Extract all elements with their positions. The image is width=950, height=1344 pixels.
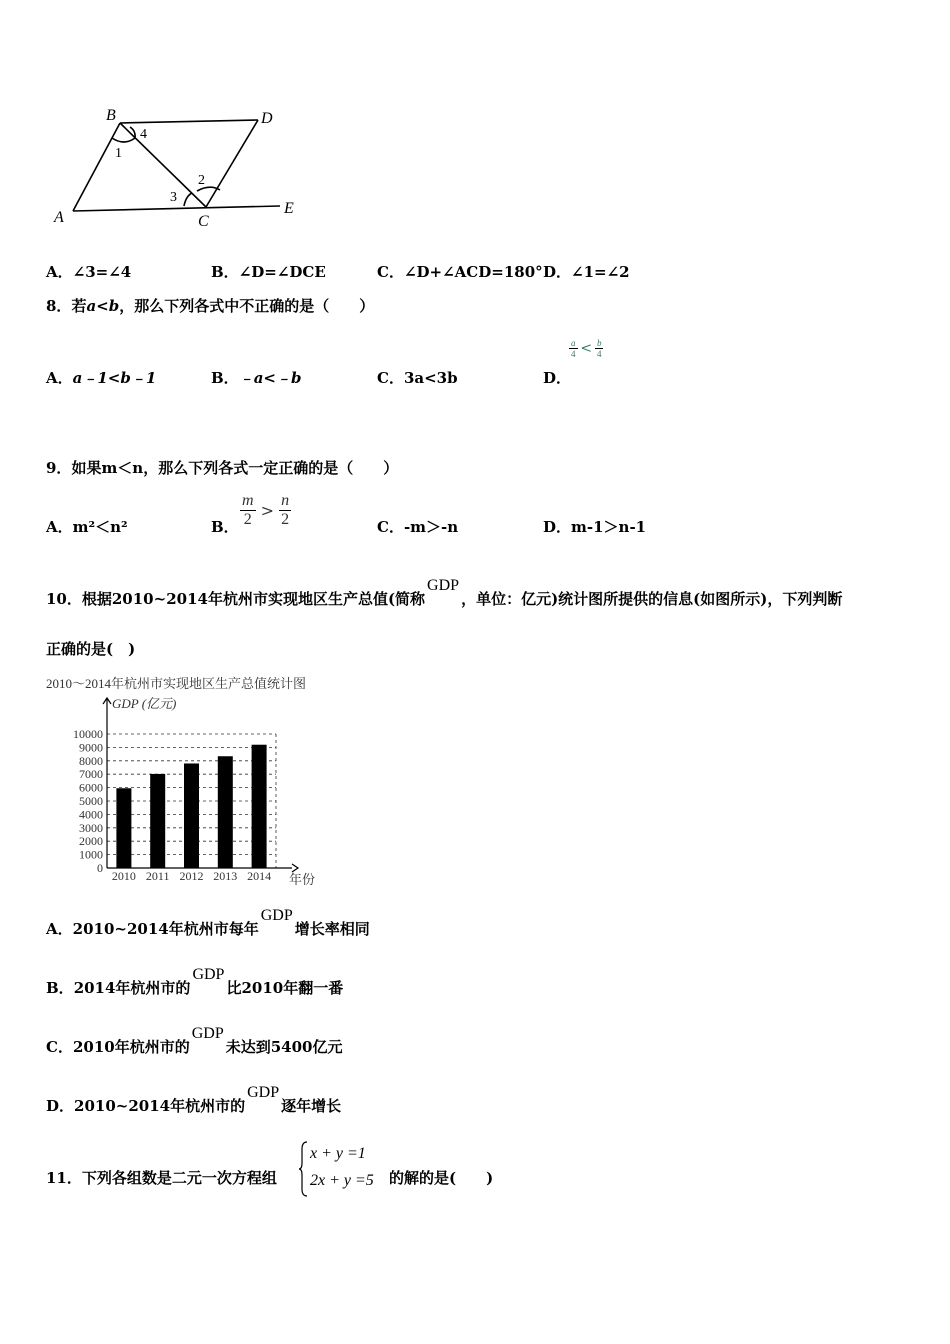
- label-D: D: [261, 110, 273, 127]
- q9-option-c[interactable]: C．-m＞-n: [377, 518, 459, 536]
- x-axis-arrow: [292, 864, 298, 872]
- bar-2010: [116, 788, 131, 868]
- x-tick-label: 2011: [145, 869, 170, 883]
- y-tick-label: 0: [97, 861, 103, 875]
- angle-label-3: 3: [170, 190, 177, 205]
- q9-stem: 9．如果m＜n，那么下列各式一定正确的是（ ）: [46, 459, 399, 477]
- y-tick-label: 4000: [79, 807, 103, 822]
- x-axis-label: 年份: [289, 872, 316, 887]
- q7-option-c[interactable]: C．∠D+∠ACD=180°: [377, 263, 543, 281]
- q8-option-d-fraction: $\frac{a}{4}$ < $\frac{b}{4}$: [571, 338, 602, 359]
- q7-option-d[interactable]: D．∠1=∠2: [543, 263, 630, 281]
- y-tick-label: 9000: [79, 740, 103, 755]
- y-tick-label: 8000: [79, 753, 103, 768]
- q9-option-d[interactable]: D．m-1＞n-1: [543, 518, 647, 536]
- q10-stem-line1: 10．根据2010~2014年杭州市实现地区生产总值(简称GDP，单位：亿元)统计图所提供的信息(如图所示)，下列判断: [46, 577, 843, 608]
- label-E: E: [284, 200, 294, 217]
- angle-label-4: 4: [140, 127, 147, 142]
- label-B: B: [106, 107, 116, 124]
- equation-1: x + y =1: [310, 1145, 366, 1162]
- bar-2012: [184, 763, 199, 868]
- q9-option-a[interactable]: A．m²＜n²: [46, 518, 128, 536]
- q8-option-c[interactable]: C．3a<3b: [377, 369, 458, 387]
- y-tick-label: 6000: [79, 780, 103, 795]
- y-tick-label: 2000: [79, 834, 103, 849]
- x-tick-label: 2013: [213, 869, 238, 883]
- q9-option-b-fraction: $\frac{m}{2}$ > $\frac{n}{2}$: [242, 492, 290, 528]
- q8-stem: 8．若a<b，那么下列各式中不正确的是（ ）: [46, 297, 375, 315]
- x-tick-label: 2012: [179, 869, 204, 883]
- angle-label-2: 2: [198, 173, 205, 188]
- parallelogram-figure: [40, 100, 310, 235]
- y-tick-label: 1000: [79, 847, 103, 862]
- y-tick-label: 7000: [79, 767, 103, 782]
- q9-option-b[interactable]: B．: [211, 518, 239, 536]
- chart-title: 2010～2014年杭州市实现地区生产总值统计图: [46, 676, 307, 691]
- q11-stem-tail: 的解的是( ): [389, 1169, 494, 1187]
- gdp-bar-chart: [40, 672, 340, 888]
- y-tick-label: 10000: [73, 727, 103, 741]
- q10-option-a[interactable]: A．2010~2014年杭州市每年GDP增长率相同: [46, 907, 370, 938]
- label-A: A: [54, 209, 64, 226]
- q7-option-a[interactable]: A．∠3=∠4: [46, 263, 132, 281]
- label-C: C: [198, 213, 209, 230]
- q8-option-a[interactable]: A．a﹣1<b﹣1: [46, 369, 157, 387]
- q10-stem-line2: 正确的是( ): [46, 640, 136, 658]
- q11-stem: 11．下列各组数是二元一次方程组: [46, 1169, 277, 1187]
- q10-option-d[interactable]: D．2010~2014年杭州市的GDP逐年增长: [46, 1084, 342, 1115]
- q8-option-b[interactable]: B．﹣a<﹣b: [211, 369, 302, 387]
- bar-2013: [218, 756, 233, 868]
- x-tick-label: 2014: [247, 869, 272, 883]
- angle-label-1: 1: [115, 146, 122, 161]
- y-tick-label: 3000: [79, 820, 103, 835]
- equation-system-brace: [298, 1141, 308, 1197]
- q7-option-b[interactable]: B．∠D=∠DCE: [211, 263, 326, 281]
- q8-option-d[interactable]: D．: [543, 369, 572, 387]
- bar-2014: [252, 745, 267, 868]
- equation-2: 2x + y =5: [310, 1172, 374, 1189]
- x-tick-label: 2010: [111, 869, 136, 883]
- y-axis-label: GDP (亿元): [112, 696, 177, 711]
- q10-option-b[interactable]: B．2014年杭州市的GDP比2010年翻一番: [46, 966, 344, 997]
- y-tick-label: 5000: [79, 794, 103, 808]
- q10-option-c[interactable]: C．2010年杭州市的GDP未达到5400亿元: [46, 1025, 343, 1056]
- bar-2011: [150, 774, 165, 868]
- equation-system: [310, 1140, 374, 1194]
